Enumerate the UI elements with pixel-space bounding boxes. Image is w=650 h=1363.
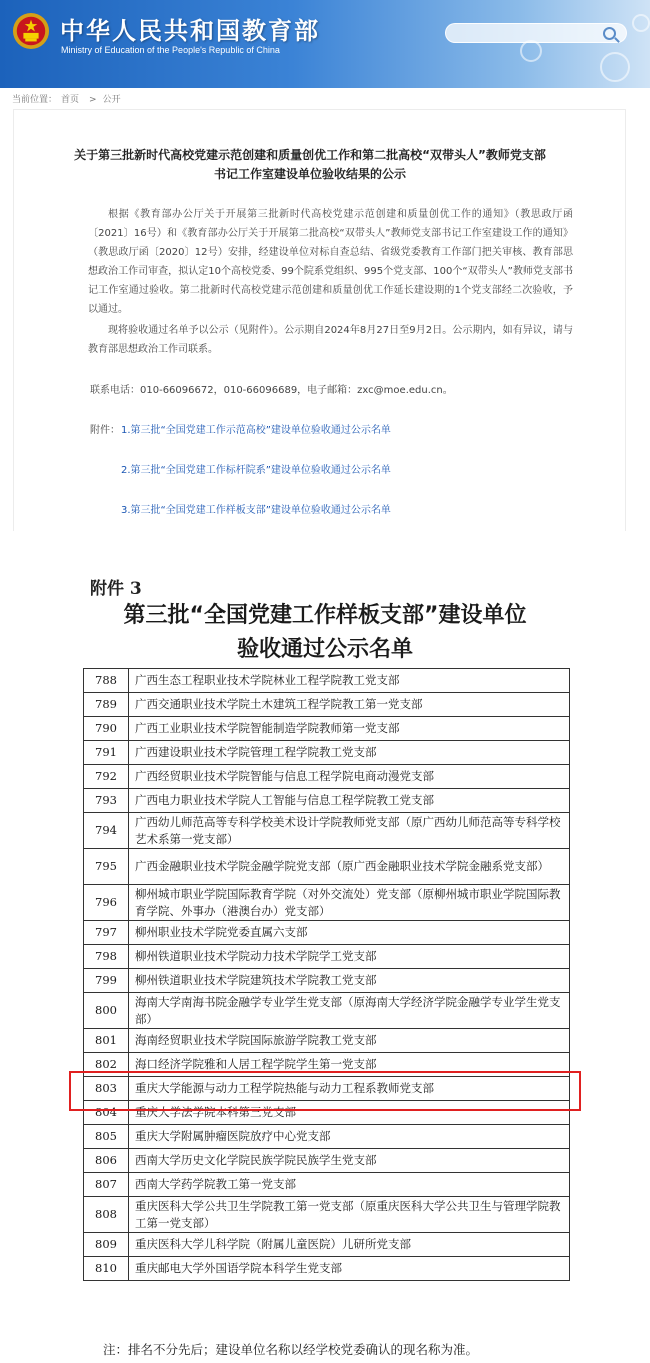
row-unit-name: 广西金融职业技术学院金融学院党支部（原广西金融职业技术学院金融系党支部）	[129, 849, 570, 885]
table-row	[84, 945, 570, 969]
article-title	[40, 146, 580, 184]
decorative-flower-icon	[520, 40, 542, 62]
row-unit-name: 重庆医科大学儿科学院（附属儿童医院）儿研所党支部	[129, 1233, 570, 1257]
row-number: 801	[84, 1029, 129, 1053]
row-unit-name: 西南大学药学院教工第一党支部	[129, 1173, 570, 1197]
document-footnote: 注：排名不分先后；建设单位名称以经学校党委确认的现名称为准。	[103, 1342, 479, 1357]
table-row	[84, 741, 570, 765]
breadcrumb	[12, 92, 125, 105]
site-subtitle: Ministry of Education of the People's Republic of China	[61, 45, 280, 55]
decorative-flower-icon	[600, 52, 630, 82]
attachment-link[interactable]: 3.第三批“全国党建工作样板支部”建设单位验收通过公示名单	[121, 505, 391, 516]
table-row	[84, 669, 570, 693]
row-unit-name: 广西建设职业技术学院管理工程学院教工党支部	[129, 741, 570, 765]
table-row	[84, 813, 570, 849]
table-row	[84, 765, 570, 789]
document-title: 验收通过公示名单	[236, 637, 413, 662]
row-number: 789	[84, 693, 129, 717]
table-row	[84, 921, 570, 945]
row-number: 808	[84, 1197, 129, 1233]
row-unit-name: 海南大学南海书院金融学专业学生党支部（原海南大学经济学院金融学专业学生党支部）	[129, 993, 570, 1029]
attachment-link[interactable]: 2.第三批“全国党建工作标杆院系”建设单位验收通过公示名单	[121, 465, 391, 476]
row-unit-name: 西南大学历史文化学院民族学院民族学生党支部	[129, 1149, 570, 1173]
site-title[interactable]: 中华人民共和国教育部	[60, 17, 320, 45]
table-row	[84, 1197, 570, 1233]
row-number: 791	[84, 741, 129, 765]
table-row	[84, 693, 570, 717]
attachments-label: 附件：	[90, 425, 120, 436]
table-row	[84, 1257, 570, 1281]
row-unit-name: 柳州铁道职业技术学院动力技术学院学工党支部	[129, 945, 570, 969]
search-input[interactable]	[445, 23, 627, 43]
row-number: 792	[84, 765, 129, 789]
row-number: 796	[84, 885, 129, 921]
highlight-box	[69, 1071, 581, 1111]
row-number: 795	[84, 849, 129, 885]
row-number: 797	[84, 921, 129, 945]
site-header	[0, 0, 650, 88]
row-unit-name: 重庆大学附属肿瘤医院放疗中心党支部	[129, 1125, 570, 1149]
row-unit-name: 广西经贸职业技术学院智能与信息工程学院电商动漫党支部	[129, 765, 570, 789]
row-number: 794	[84, 813, 129, 849]
breadcrumb-prefix: 当前位置：	[12, 95, 58, 105]
article-title-line: 书记工作室建设单位验收结果的公示	[213, 167, 406, 181]
breadcrumb-separator: >	[89, 95, 97, 105]
table-row	[84, 969, 570, 993]
branch-list-table	[83, 668, 570, 1281]
table-row	[84, 1149, 570, 1173]
row-number: 800	[84, 993, 129, 1029]
table-row	[84, 789, 570, 813]
row-number: 803	[84, 1077, 129, 1101]
row-number: 807	[84, 1173, 129, 1197]
row-number: 805	[84, 1125, 129, 1149]
row-unit-name: 广西生态工程职业技术学院林业工程学院教工党支部	[129, 669, 570, 693]
table-row	[84, 1029, 570, 1053]
contact-info: 联系电话：010-66096672，010-66096689，电子邮箱：zxc@moe.edu.cn。	[90, 385, 453, 396]
decorative-flower-icon	[632, 14, 650, 32]
breadcrumb-current[interactable]: 公开	[102, 95, 121, 105]
row-unit-name: 广西工业职业技术学院智能制造学院教师第一党支部	[129, 717, 570, 741]
breadcrumb-home[interactable]: 首页	[61, 95, 80, 105]
table-row	[84, 849, 570, 885]
table-row	[84, 717, 570, 741]
row-unit-name: 海南经贸职业技术学院国际旅游学院教工党支部	[129, 1029, 570, 1053]
row-number: 798	[84, 945, 129, 969]
row-unit-name: 柳州职业技术学院党委直属六支部	[129, 921, 570, 945]
national-emblem-icon	[12, 12, 50, 50]
row-unit-name: 重庆大学能源与动力工程学院热能与动力工程系教师党支部	[129, 1077, 570, 1101]
table-row	[84, 1233, 570, 1257]
article-paragraph: 现将验收通过名单予以公示（见附件）。公示期自2024年8月27日至9月2日。公示期内，如有异议，请与教育部思想政治工作司联系。	[88, 325, 573, 355]
row-number: 790	[84, 717, 129, 741]
row-unit-name: 重庆大学法学院本科第三党支部	[129, 1101, 570, 1125]
row-number: 802	[84, 1053, 129, 1077]
row-number: 809	[84, 1233, 129, 1257]
row-number: 810	[84, 1257, 129, 1281]
row-unit-name: 广西电力职业技术学院人工智能与信息工程学院教工党支部	[129, 789, 570, 813]
row-number: 788	[84, 669, 129, 693]
row-unit-name: 重庆医科大学公共卫生学院教工第一党支部（原重庆医科大学公共卫生与管理学院教工第一党支部）	[129, 1197, 570, 1233]
table-row	[84, 993, 570, 1029]
row-number: 799	[84, 969, 129, 993]
row-unit-name: 广西交通职业技术学院土木建筑工程学院教工第一党支部	[129, 693, 570, 717]
row-unit-name: 广西幼儿师范高等专科学校美术设计学院教师党支部（原广西幼儿师范高等专科学校艺术系第一党支部）	[129, 813, 570, 849]
attachment-link[interactable]: 1.第三批“全国党建工作示范高校”建设单位验收通过公示名单	[121, 425, 391, 436]
table-row	[84, 885, 570, 921]
table-row	[84, 1125, 570, 1149]
row-unit-name: 柳州铁道职业技术学院建筑技术学院教工党支部	[129, 969, 570, 993]
document-label: 附件 3	[90, 579, 142, 599]
article-paragraph: 根据《教育部办公厅关于开展第三批新时代高校党建示范创建和质量创优工作的通知》（教思政厅函〔2021〕16号）和《教育部办公厅关于开展第二批高校“双带头人”教师党支部书记工作室建设工作的通知》（教思政厅函〔2020〕12号）安排，经建设单位对标自查总结、省级党委教育工作部门把关审核、教育部思想政治工作司审查，拟认定10个高校党委、99个院系党组织、995个党支部、100个“双带头人”教师党支部书记工作室通过验收。第二批新时代高校党建示范创建和质量创优工作延长建设期的1个党支部经二次验收，予以通过。	[88, 209, 573, 315]
row-number: 806	[84, 1149, 129, 1173]
search-icon[interactable]	[603, 27, 616, 40]
row-unit-name: 海口经济学院雅和人居工程学院学生第一党支部	[129, 1053, 570, 1077]
article-title-line: 关于第三批新时代高校党建示范创建和质量创优工作和第二批高校“双带头人”教师党支部	[74, 148, 546, 162]
document-title: 第三批“全国党建工作样板支部”建设单位	[123, 603, 527, 628]
row-number: 804	[84, 1101, 129, 1125]
row-unit-name: 柳州城市职业学院国际教育学院（对外交流处）党支部（原柳州城市职业学院国际教育学院、外事办（港澳台办）党支部）	[129, 885, 570, 921]
row-unit-name: 重庆邮电大学外国语学院本科学生党支部	[129, 1257, 570, 1281]
table-row	[84, 1173, 570, 1197]
row-number: 793	[84, 789, 129, 813]
